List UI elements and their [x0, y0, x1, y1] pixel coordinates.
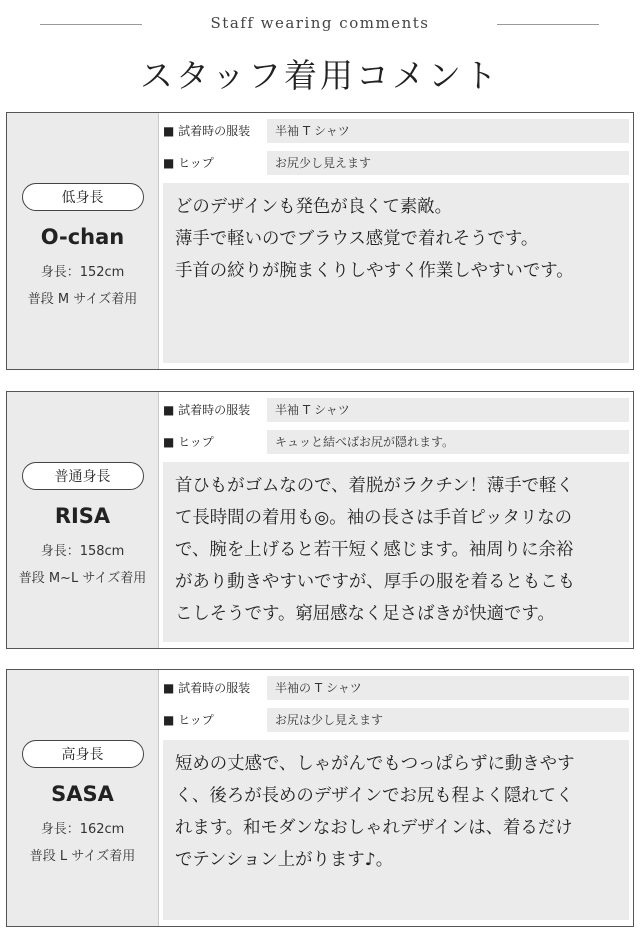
page-header — [0, 0, 640, 112]
comment-line: れます。和モダンなおしゃれデザインは、着るだけ — [175, 818, 573, 838]
staff-name: RISA — [54, 504, 111, 528]
staff-name: O-chan — [40, 225, 125, 249]
info-value: 半袖の T シャツ — [267, 676, 629, 700]
staff-height: 身長：152cm — [40, 265, 125, 280]
comment-line: 首ひもがゴムなので、着脱がラクチン！薄手で軽く — [175, 476, 574, 496]
comment-line: でテンション上がります♪。 — [175, 850, 394, 870]
staff-profile — [7, 462, 158, 586]
staff-profile — [7, 183, 158, 307]
info-value: 半袖 T シャツ — [267, 398, 629, 422]
staff-comment — [163, 462, 629, 642]
info-row-hip — [163, 430, 629, 454]
comment-line: こしそうです。窮屈感なく足さばきが快適です。 — [175, 604, 555, 624]
comment-line: 短めの丈感で、しゃがんでもつっぱらずに動きやす — [175, 754, 575, 774]
height-badge: 普通身長 — [22, 462, 144, 490]
info-row-outfit — [163, 676, 629, 700]
info-label: ■ ヒップ — [163, 156, 214, 170]
staff-usual-size: 普段 M~L サイズ着用 — [18, 571, 147, 586]
staff-usual-size: 普段 M サイズ着用 — [27, 292, 138, 307]
height-badge: 高身長 — [22, 740, 144, 768]
info-row-outfit — [163, 119, 629, 143]
comment-line: があり動きやすいですが、厚手の服を着るともこも — [175, 572, 575, 592]
staff-height: 身長：162cm — [40, 822, 125, 837]
info-value: 半袖 T シャツ — [267, 119, 629, 143]
info-label: ■ 試着時の服装 — [163, 681, 251, 695]
staff-comment — [163, 183, 629, 363]
comment-line: く、後ろが長めのデザインでお尻も程よく隠れてく — [175, 786, 574, 806]
comment-line: て長時間の着用も◎。袖の長さは手首ピッタリなの — [175, 508, 573, 528]
info-row-outfit — [163, 398, 629, 422]
info-label: ■ ヒップ — [163, 713, 214, 727]
info-row-hip — [163, 708, 629, 732]
staff-comment — [163, 740, 629, 920]
staff-card-risa — [6, 391, 634, 649]
header-rule-right — [497, 24, 599, 25]
comment-line: で、腕を上げると若干短く感じます。袖周りに余裕 — [175, 540, 574, 560]
info-label: ■ 試着時の服装 — [163, 124, 251, 138]
info-label: ■ 試着時の服装 — [163, 403, 251, 417]
staff-name: SASA — [51, 782, 114, 806]
staff-usual-size: 普段 L サイズ着用 — [29, 849, 136, 864]
page-title: スタッフ着用コメント — [140, 56, 500, 95]
info-row-hip — [163, 151, 629, 175]
info-label: ■ ヒップ — [163, 435, 214, 449]
info-value: キュッと結べばお尻が隠れます。 — [267, 430, 629, 454]
staff-card-sasa — [6, 669, 634, 927]
comment-line: 薄手で軽いのでブラウス感覚で着れそうです。 — [175, 229, 539, 249]
height-badge: 低身長 — [22, 183, 144, 211]
staff-height: 身長：158cm — [40, 544, 125, 559]
staff-profile — [7, 740, 158, 864]
staff-card-ochan — [6, 112, 634, 370]
info-value: お尻は少し見えます — [267, 708, 629, 732]
page-subtitle: Staff wearing comments — [210, 14, 430, 32]
info-value: お尻少し見えます — [267, 151, 629, 175]
comment-line: どのデザインも発色が良くて素敵。 — [175, 197, 453, 217]
comment-line: 手首の絞りが腕まくりしやすく作業しやすいです。 — [175, 261, 574, 281]
